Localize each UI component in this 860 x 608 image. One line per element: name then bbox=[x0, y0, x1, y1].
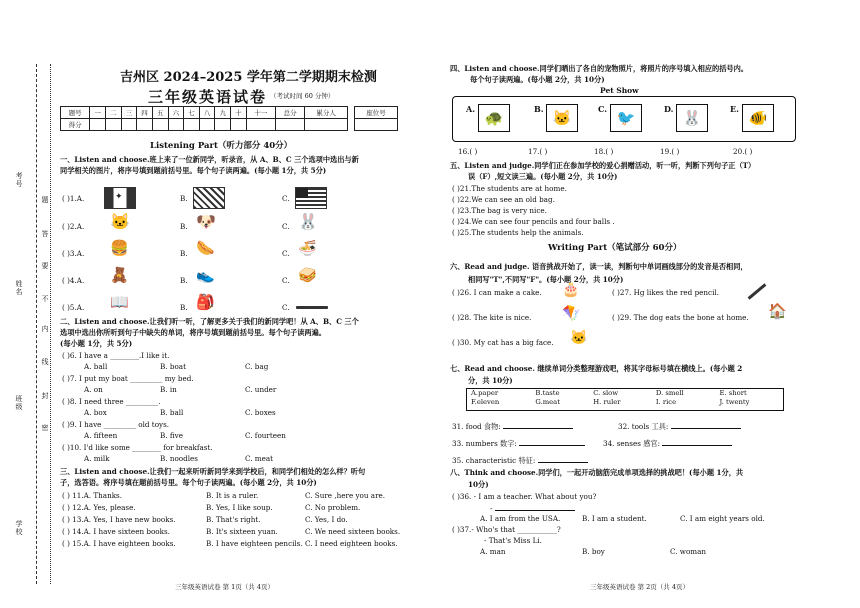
q2-option-b: B. noodles bbox=[160, 454, 198, 463]
q1-option-b: B. bbox=[180, 303, 188, 312]
q2-option-b: B. five bbox=[160, 431, 183, 440]
fish-photo: 🐠 bbox=[742, 104, 774, 132]
rabbit-icon: 🐰 bbox=[298, 212, 318, 231]
score-row-label: 得分 bbox=[61, 119, 90, 131]
seal-char: 线 bbox=[41, 358, 49, 366]
q7-category-label: 32. tools 工具: bbox=[618, 422, 669, 431]
seal-char: 密 bbox=[41, 424, 49, 432]
q3-item[interactable]: ( ) 12.A. Yes, please. bbox=[62, 503, 136, 512]
rabbit-photo: 🐰 bbox=[676, 104, 708, 132]
q7-category bbox=[603, 438, 732, 448]
name-label: 姓名 bbox=[15, 280, 23, 296]
q3-item[interactable]: ( ) 14.A. I have sixteen books. bbox=[62, 527, 170, 536]
seat-number-field[interactable] bbox=[355, 119, 398, 131]
exam-title: 吉州区 2024–2025 学年第二学期期末检测 bbox=[120, 70, 377, 85]
score-head: 八 bbox=[199, 107, 215, 119]
q8-option-b: B. I am a student. bbox=[582, 514, 647, 523]
q7-category bbox=[452, 455, 588, 465]
cake-icon: 🎂 bbox=[562, 282, 580, 298]
q2-option-a: A. milk bbox=[84, 454, 110, 463]
q3-instruction: 三、Listen and choose.让我们一起来听听新同学来到学校后，和同学们相处的怎么样？听句 bbox=[60, 467, 366, 476]
q1-option-c: C. bbox=[282, 303, 290, 312]
canada-flag-icon: ✦ bbox=[104, 187, 136, 209]
q2-question[interactable]: ( )10. I'd like some ________ for breakfast. bbox=[62, 443, 213, 452]
q2-option-a: A. fifteen bbox=[84, 431, 118, 440]
q7-answer-line[interactable] bbox=[671, 421, 741, 429]
seal-char: 内 bbox=[41, 325, 49, 333]
q1-instruction: 同学相关的图片，将序号填到题前括号里。每个句子读两遍。(每小题 1分，共 5分) bbox=[60, 166, 327, 175]
q3-option-b: B. I have eighteen pencils. bbox=[206, 539, 303, 548]
q5-instruction: 误（F）,短文读三遍。(每小题 2分，共 10分) bbox=[468, 172, 618, 181]
cat-icon: 🐱 bbox=[110, 212, 130, 231]
pet-letter: B. bbox=[534, 104, 544, 114]
q7-category-label: 33. numbers 数字: bbox=[452, 439, 517, 448]
q3-option-c: C. Yes, I do. bbox=[305, 515, 348, 524]
q2-option-b: B. in bbox=[160, 385, 177, 394]
q6-item[interactable]: ( )27. Hg likes the red pencil. bbox=[612, 288, 719, 297]
score-head: 累分人 bbox=[305, 107, 348, 119]
q1-option-c: C. bbox=[282, 222, 290, 231]
word-bank-box bbox=[466, 388, 784, 411]
q1-option-b: B. bbox=[180, 249, 188, 258]
q7-instruction: 分，共 10分) bbox=[468, 376, 513, 385]
q7-instruction: 七、Read and choose. 继续单词分类整理游戏吧，将其字母标号填在横线上。(每小题 2 bbox=[450, 364, 743, 373]
page-footer: 三年级英语试卷 第 2页（共 4页） bbox=[590, 583, 689, 591]
q1-item[interactable]: ( )4.A. bbox=[62, 276, 85, 285]
q3-instruction: 子，选答语。将序号填在题前括号里。每个句子读两遍。(每小题 2分，共 10分) bbox=[60, 478, 317, 487]
q5-item[interactable]: ( )22.We can see an old bag. bbox=[452, 195, 555, 204]
word-bank-item: E. short bbox=[719, 389, 747, 397]
exam-subtitle: 三年级英语试卷 bbox=[148, 88, 268, 106]
q7-answer-line[interactable] bbox=[503, 421, 573, 429]
cat-photo: 🐱 bbox=[546, 104, 578, 132]
word-bank-item: I. rice bbox=[655, 397, 677, 406]
score-head: 十 bbox=[231, 107, 247, 119]
q6-item[interactable]: ( )28. The kite is nice. bbox=[452, 313, 532, 322]
q3-option-c: C. I need eighteen books. bbox=[305, 539, 398, 548]
score-head: 五 bbox=[152, 107, 168, 119]
schoolbag-icon: 🎒 bbox=[196, 293, 215, 311]
q6-item[interactable]: ( )26. I can make a cake. bbox=[452, 288, 542, 297]
q2-question[interactable]: ( )7. I put my boat _________ my bed. bbox=[62, 374, 194, 383]
q2-question[interactable]: ( )8. I need three _________. bbox=[62, 397, 161, 406]
score-head: 题号 bbox=[61, 107, 90, 119]
book-icon: 📖 bbox=[110, 293, 129, 311]
pet-letter: C. bbox=[598, 104, 608, 114]
q2-option-a: A. box bbox=[84, 408, 107, 417]
q2-question[interactable]: ( )9. I have _________ old toys. bbox=[62, 420, 170, 429]
q7-category-label: 31. food 食物: bbox=[452, 422, 501, 431]
q5-item[interactable]: ( )23.The bag is very nice. bbox=[452, 206, 547, 215]
score-head: 总分 bbox=[276, 107, 305, 119]
q4-blank[interactable]: 19.( ) bbox=[660, 147, 680, 156]
dog-icon: 🐶 bbox=[196, 212, 216, 231]
q8-option-c: C. I am eight years old. bbox=[680, 514, 765, 523]
q1-item[interactable]: ( )2.A. bbox=[62, 222, 85, 231]
q8-answer-dash: - bbox=[490, 503, 575, 513]
pet-letter: A. bbox=[466, 104, 475, 114]
score-head: 九 bbox=[215, 107, 231, 119]
turtle-photo: 🐢 bbox=[478, 104, 510, 132]
us-flag-icon bbox=[295, 187, 327, 209]
shoes-icon: 👟 bbox=[196, 266, 215, 284]
q1-item[interactable]: ( )1.A. bbox=[62, 194, 85, 203]
q8-instruction: 10分) bbox=[468, 480, 489, 489]
q4-blank[interactable]: 17.( ) bbox=[528, 147, 548, 156]
uk-flag-icon bbox=[193, 187, 225, 209]
binding-line bbox=[50, 64, 51, 584]
score-table bbox=[60, 106, 398, 131]
kite-icon: 🪁 bbox=[562, 304, 581, 322]
writing-heading: Writing Part（笔试部分 60分） bbox=[548, 243, 682, 253]
q8-question[interactable]: ( )37.- Who's that ___________? bbox=[452, 525, 561, 534]
word-bank-item: F.eleven bbox=[471, 397, 500, 406]
burger-icon: 🍔 bbox=[110, 239, 129, 257]
q8-option-b: B. boy bbox=[582, 547, 605, 556]
q5-instruction: 五、Listen and judge.同学们正在参加学校的爱心捐赠活动，听一听，判断下列句子正（T） bbox=[450, 161, 756, 170]
q7-category bbox=[452, 421, 573, 431]
q8-reply: - That's Miss Li. bbox=[484, 536, 542, 545]
q3-option-c: C. No problem. bbox=[305, 503, 361, 512]
q3-item[interactable]: ( ) 15.A. I have eighteen books. bbox=[62, 539, 176, 548]
q2-option-c: C. fourteen bbox=[245, 431, 286, 440]
kaohao-label: 考号 bbox=[15, 172, 23, 188]
sandwich-icon: 🥪 bbox=[298, 266, 317, 284]
word-bank-item: D. smell bbox=[655, 389, 684, 397]
class-label: 班级 bbox=[15, 395, 23, 411]
q4-instruction: 四、Listen and choose.同学们晒出了各自的宠物照片，将照片的序号填入相应的括号内。 bbox=[450, 64, 748, 73]
pencil-icon bbox=[748, 283, 767, 299]
word-bank-item: J. twenty bbox=[719, 397, 750, 406]
word-bank-item: A.paper bbox=[471, 389, 499, 397]
score-head: 十一 bbox=[246, 107, 275, 119]
sausages-icon: 🌭 bbox=[196, 239, 215, 257]
q8-option-a: A. man bbox=[480, 547, 506, 556]
q1-option-c: C. bbox=[282, 249, 290, 258]
q3-option-b: B. It's sixteen yuan. bbox=[206, 527, 278, 536]
q1-instruction: 一、Listen and choose.班上来了一位新同学，听录音，从 A、B、C 三个选项中选出与新 bbox=[60, 155, 359, 164]
pet-show-title: Pet Show bbox=[600, 86, 639, 95]
seal-char: 答 bbox=[41, 230, 49, 238]
q1-option-c: C. bbox=[282, 276, 290, 285]
q2-option-c: C. bag bbox=[245, 362, 269, 371]
q1-option-b: B. bbox=[180, 222, 188, 231]
seal-char: 不 bbox=[41, 295, 49, 303]
q2-option-a: A. on bbox=[84, 385, 103, 394]
q7-answer-line[interactable] bbox=[519, 438, 585, 446]
q4-blank[interactable]: 18.( ) bbox=[594, 147, 614, 156]
q2-instruction: 选项中选出你所听到句子中缺失的单词，将序号填到题前括号里。每个句子读两遍。 bbox=[60, 328, 326, 337]
pencil-icon bbox=[296, 306, 328, 309]
q3-item[interactable]: ( ) 13.A. Yes, I have new books. bbox=[62, 515, 176, 524]
q6-instruction: 相同写"T",不同写"F"。(每小题 2分，共 10分) bbox=[468, 275, 624, 284]
q5-item[interactable]: ( )24.We can see four pencils and four balls . bbox=[452, 217, 615, 226]
noodles-icon: 🍜 bbox=[298, 239, 317, 257]
score-head: 三 bbox=[121, 107, 137, 119]
q8-answer-line[interactable] bbox=[495, 503, 575, 511]
q7-category-label: 34. senses 感官: bbox=[603, 439, 660, 448]
score-head: 一 bbox=[90, 107, 106, 119]
q5-item[interactable]: ( )25.The students help the animals. bbox=[452, 228, 584, 237]
pet-letter: E. bbox=[730, 104, 739, 114]
q8-option-c: C. woman bbox=[670, 547, 707, 556]
q2-option-b: B. ball bbox=[160, 408, 184, 417]
seat-number-label: 座位号 bbox=[355, 107, 398, 119]
q6-item[interactable]: ( )30. My cat has a big face. bbox=[452, 338, 554, 347]
q3-option-c: C. We need sixteen books. bbox=[305, 527, 401, 536]
q1-option-b: B. bbox=[180, 276, 188, 285]
q8-question[interactable]: ( )36. - I am a teacher. What about you? bbox=[452, 492, 597, 501]
q1-option-b: B. bbox=[180, 194, 188, 203]
q1-item[interactable]: ( )3.A. bbox=[62, 249, 85, 258]
score-head: 七 bbox=[184, 107, 200, 119]
q2-option-c: C. meat bbox=[245, 454, 274, 463]
q2-option-a: A. ball bbox=[84, 362, 108, 371]
q7-category bbox=[452, 438, 585, 448]
q1-item[interactable]: ( )5.A. bbox=[62, 303, 85, 312]
q7-category-label: 35. characteristic 特征: bbox=[452, 456, 536, 465]
q3-option-b: B. Yes, I like soup. bbox=[206, 503, 273, 512]
q4-instruction: 每个句子读两遍。(每小题 2分，共 10分) bbox=[470, 75, 605, 84]
cat-face-icon: 🐱 bbox=[570, 330, 588, 346]
doghouse-icon: 🏠 bbox=[768, 302, 787, 320]
word-bank-item: C. slow bbox=[593, 389, 619, 397]
school-label: 学校 bbox=[15, 520, 23, 536]
q8-instruction: 八、Think and choose.同学们，一起开动脑筋完成单项选择的挑战吧！(每小题 1分，共 bbox=[450, 468, 744, 477]
q8-option-a: A. I am from the USA. bbox=[480, 514, 561, 523]
score-head: 四 bbox=[137, 107, 153, 119]
toys-icon: 🧸 bbox=[110, 266, 129, 284]
word-bank-item: B.taste bbox=[535, 389, 560, 397]
q2-instruction: (每小题 1分，共 5分) bbox=[60, 339, 133, 348]
q7-answer-line[interactable] bbox=[662, 438, 732, 446]
q2-option-b: B. boat bbox=[160, 362, 186, 371]
page-footer: 三年级英语试卷 第 1页（共 4页） bbox=[175, 583, 274, 591]
q2-instruction: 二、Listen and choose.让我们听一听，了解更多关于我们的新同学吧！从 A、B、C 三个 bbox=[60, 317, 359, 326]
q4-blank[interactable]: 16.( ) bbox=[458, 147, 478, 156]
score-head: 六 bbox=[168, 107, 184, 119]
q2-question[interactable]: ( )6. I have a ________.I like it. bbox=[62, 351, 170, 360]
word-bank-item: H. ruler bbox=[593, 397, 621, 406]
word-bank-item: G.meat bbox=[535, 397, 560, 406]
listening-heading: Listening Part（听力部分 40分） bbox=[150, 141, 293, 151]
q2-option-c: C. boxes bbox=[245, 408, 276, 417]
q6-instruction: 六、Read and judge. 语音挑战开始了，读一读，判断句中单词画线部分的发音是否相同， bbox=[450, 262, 748, 271]
q3-option-b: B. That's right. bbox=[206, 515, 261, 524]
exam-time: （考试时间 60 分钟） bbox=[270, 92, 335, 100]
q2-option-c: C. under bbox=[245, 385, 277, 394]
q3-item[interactable]: ( ) 11.A. Thanks. bbox=[62, 491, 123, 500]
binding-line bbox=[36, 64, 37, 584]
bird-photo: 🐦 bbox=[610, 104, 642, 132]
q1-option-c: C. bbox=[282, 194, 290, 203]
q3-option-c: C. Sure ,here you are. bbox=[305, 491, 386, 500]
seal-char: 封 bbox=[41, 392, 49, 400]
score-head: 二 bbox=[105, 107, 121, 119]
q4-blank[interactable]: 20.( ) bbox=[733, 147, 753, 156]
pet-letter: D. bbox=[664, 104, 674, 114]
q5-item[interactable]: ( )21.The students are at home. bbox=[452, 184, 567, 193]
seal-char: 题 bbox=[41, 196, 49, 204]
q7-answer-line[interactable] bbox=[538, 455, 588, 463]
q6-item[interactable]: ( )29. The dog eats the bone at home. bbox=[612, 313, 749, 322]
seal-char: 要 bbox=[41, 262, 49, 270]
q3-option-b: B. It is a ruler. bbox=[206, 491, 259, 500]
q7-category bbox=[618, 421, 741, 431]
